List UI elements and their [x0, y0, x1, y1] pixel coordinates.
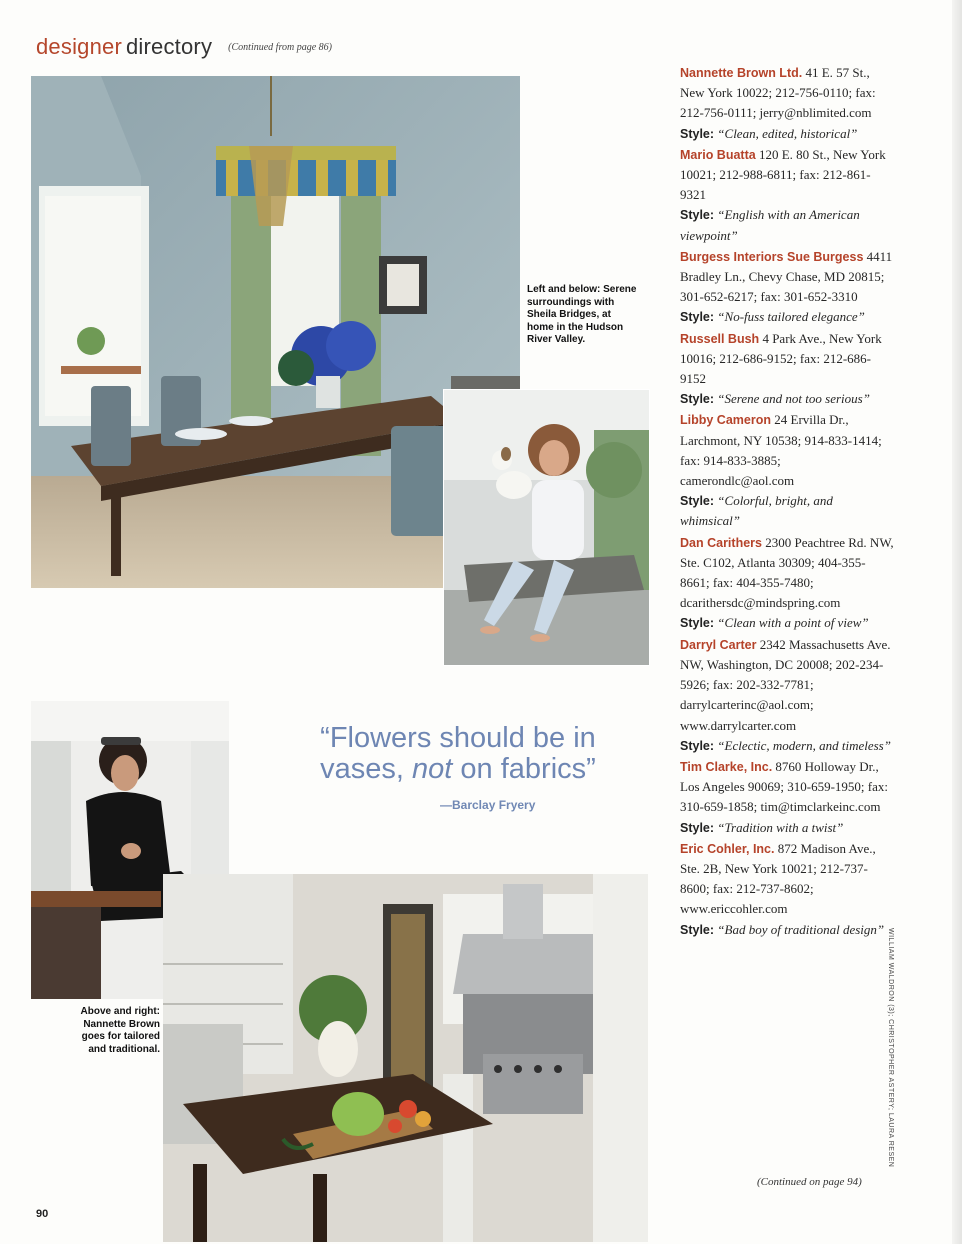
entry-name: Russell Bush: [680, 331, 760, 346]
continued-on-note: (Continued on page 94): [757, 1176, 862, 1188]
header-continued-note: (Continued from page 86): [228, 42, 332, 53]
directory-entry: [680, 635, 894, 756]
top-photo-caption: Left and below: Serene surroundings with Sheila Bridges, at home in the Hudson River Valley.: [527, 284, 637, 345]
entry-style: “Bad boy of traditional design”: [717, 921, 885, 937]
pull-quote-part2: on fabrics”: [452, 753, 596, 785]
entry-style-label: Style:: [680, 738, 715, 753]
entry-style-label: Style:: [680, 208, 715, 223]
quote-attribution: —Barclay Fryery: [440, 798, 536, 812]
kitchen-photo: [163, 874, 648, 1242]
entry-name: Mario Buatta: [680, 147, 756, 162]
directory-entry: [680, 533, 894, 634]
directory-entry: [680, 247, 894, 328]
entry-address: 2342 Massachusetts Ave. NW, Washington, DC 20008; 202-234-5926; fax: 202-332-7781; darrylcarterinc@aol.com; www.darrylcarter.com: [680, 636, 891, 733]
photo-credit: WILLIAM WALDRON (3); CHRISTOPHER ASTERY; LAURA RESEN: [887, 928, 894, 1168]
entry-name: Nannette Brown Ltd.: [680, 66, 803, 80]
directory-entry: [680, 757, 894, 838]
entry-style: “Tradition with a twist”: [717, 819, 844, 835]
pull-quote-emphasis: not: [412, 753, 453, 785]
entry-style-label: Style:: [680, 820, 715, 835]
entry-address: 2300 Peachtree Rd. NW, Ste. C102, Atlanta 30309; 404-355-8661; fax: 404-355-7480; dcarithersdc@mindspring.com: [680, 534, 894, 611]
entry-address: 8760 Holloway Dr., Los Angeles 90069; 310-659-1950; fax: 310-659-1858; tim@timclarkeinc.com: [680, 758, 888, 815]
entry-style-label: Style:: [680, 494, 715, 509]
pull-quote: [283, 723, 633, 785]
entry-address: 872 Madison Ave., Ste. 2B, New York 10021; 212-737-8600; fax: 212-737-8602; www.ericcohler.com: [680, 840, 876, 917]
entry-style: “English with an American viewpoint”: [680, 207, 860, 243]
page-edge-shadow: [952, 0, 962, 1244]
entry-style-label: Style:: [680, 310, 715, 325]
directory-entry: [680, 410, 894, 531]
entry-style: “Serene and not too serious”: [717, 391, 870, 407]
header-word-directory: directory: [126, 34, 213, 59]
woman-with-dog-photo: [443, 389, 650, 666]
pull-quote-part1: “Flowers should be in vases,: [320, 722, 596, 785]
entry-address: 120 E. 80 St., New York 10021; 212-988-6811; fax: 212-861-9321: [680, 146, 886, 203]
directory-entry: [680, 145, 894, 246]
entry-name: Burgess Interiors Sue Burgess: [680, 249, 864, 264]
section-header: [36, 34, 332, 60]
entry-name: Eric Cohler, Inc.: [680, 841, 775, 856]
entry-address: 4411 Bradley Ln., Chevy Chase, MD 20815; 301-652-6217; fax: 301-652-3310: [680, 248, 893, 305]
directory-entry: [680, 329, 894, 410]
header-word-designer: designer: [36, 34, 122, 59]
entry-style: “Clean, edited, historical”: [717, 125, 858, 141]
designer-directory-list: [680, 63, 894, 941]
page-number: 90: [36, 1208, 49, 1220]
entry-style-label: Style:: [680, 616, 715, 631]
entry-style-label: Style:: [680, 922, 715, 937]
entry-name: Libby Cameron: [680, 413, 771, 428]
entry-style: “Eclectic, modern, and timeless”: [717, 737, 891, 753]
entry-address: 41 E. 57 St., New York 10022; 212-756-0110; fax: 212-756-0111; jerry@nblimited.com: [680, 65, 876, 121]
entry-address: 4 Park Ave., New York 10016; 212-686-9152; fax: 212-686-9152: [680, 330, 882, 387]
entry-style: “Colorful, bright, and whimsical”: [680, 493, 833, 529]
entry-address: 24 Ervilla Dr., Larchmont, NY 10538; 914-833-1414; fax: 914-833-3885; camerondlc@aol.com: [680, 412, 882, 489]
entry-name: Tim Clarke, Inc.: [680, 759, 773, 774]
entry-style-label: Style:: [680, 392, 715, 407]
entry-name: Darryl Carter: [680, 637, 757, 652]
entry-style-label: Style:: [680, 126, 715, 141]
directory-entry: [680, 839, 894, 940]
entry-style: “Clean with a point of view”: [717, 615, 869, 631]
entry-name: Dan Carithers: [680, 535, 762, 550]
bottom-photo-caption: Above and right: Nannette Brown goes for tailored and traditional.: [80, 1006, 160, 1055]
entry-style: “No-fuss tailored elegance”: [717, 309, 865, 325]
directory-entry: [680, 63, 894, 144]
